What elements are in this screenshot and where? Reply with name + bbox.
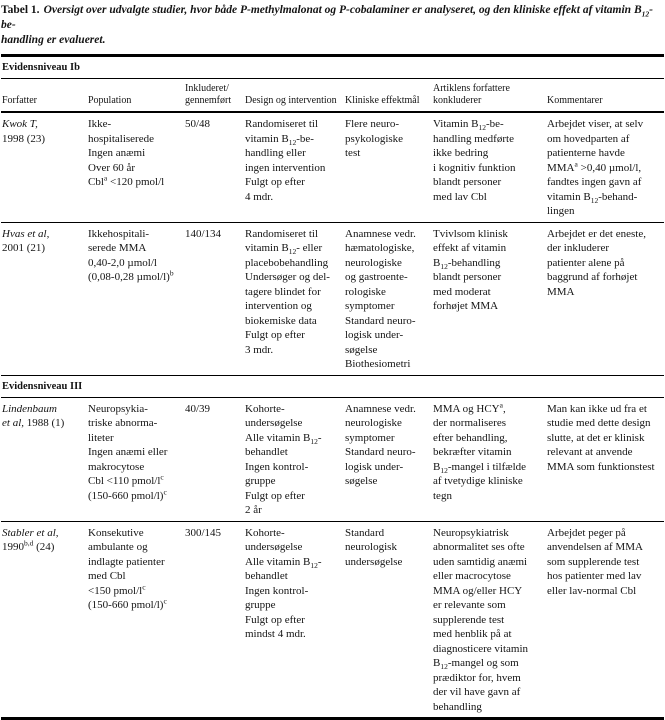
cell-population: Neuropsykia- triske abnorma- liteter Ingen anæmi eller makrocytose Cbl <110 pmol/$l^c$ (150-660 pmol/l)$^c$ xyxy=(88,402,168,502)
table-title-text: Oversigt over udvalgte studier, hvor både P-methylmalonat og P-cobalaminer er analyseret, og den kliniske effekt af vitamin $B_{12}-be-$ handling er evalueret. xyxy=(1,4,653,46)
cell-design: Kohorte- undersøgelse Alle vitamin $B_{12}-$ behandlet Ingen kontrol- gruppe Fulgt op efter 2 år xyxy=(245,402,322,516)
cell-design: Randomiseret til vitamin $B_{12}-$ eller placebobehandling Undersøger og del- tagere blindet for intervention og biokemiske data Fulgt op efter 3 mdr. xyxy=(244,222,344,375)
column-header-konkluderer: Artiklens forfattere konkluderer xyxy=(432,79,546,113)
column-header-forfatter: Forfatter xyxy=(1,79,87,113)
section-evidensniveau-ib xyxy=(1,56,664,79)
cell-kommentarer: Arbejdet peger på anvendelsen af MMA som supplerende test hos patienter med lav eller lav-normal Cbl xyxy=(546,521,664,719)
column-header-effektmaal: Kliniske effektmål xyxy=(344,79,432,113)
table-row-lindenbaum xyxy=(1,397,664,521)
table-header-row xyxy=(1,79,664,113)
cell-design: Kohorte- undersøgelse Alle vitamin $B_{12}-$ behandlet Ingen kontrol- gruppe Fulgt op efter mindst 4 mdr. xyxy=(244,521,344,719)
cell-kommentarer: Arbejdet er det eneste, der inkluderer patienter alene på baggrund af forhøjet MMA xyxy=(546,222,664,375)
cell-inkluderet: 300/145 xyxy=(184,521,244,719)
cell-kommentarer: Arbejdet viser, at selv om hovedparten af patienterne havde $MMA^a >0,40$ µmol/l, fandtes ingen gavn af vitamin $B_{12}-behand-$ lingen xyxy=(547,118,644,217)
cell-kommentarer: Man kan ikke ud fra et studie med dette design slutte, at det er klinisk relevant at anvende MMA som funktionstest xyxy=(547,402,655,473)
cell-forfatter: Hvas et al, 2001 (21) xyxy=(1,222,87,375)
section-label: Evidensniveau III xyxy=(1,375,664,397)
table-row-kwok xyxy=(1,112,664,222)
column-header-design: Design og intervention xyxy=(244,79,344,113)
cell-konkluderer: Neuropsykiatrisk abnormalitet ses ofte uden samtidig anæmi eller macrocytose MMA og/eller HCY er relevante som supplerende test med henblik på at diagnosticere vitamin $B_{12}$-mangel og som prædiktor for, hvem der vil have gavn af behandling xyxy=(432,521,546,719)
cell-konkluderer: MMA og HCY$^a$, der normaliseres efter behandling, bekræfter vitamin $B_{12}$-mangel i tilfælde af tvetydige kliniske tegn xyxy=(433,399,527,502)
column-header-inkluderet: Inkluderet/ gennemført xyxy=(184,79,244,113)
cell-population: Ikke- hospitaliserede Ingen anæmi Over 60 år Cbl$^a$ <120 pmol/l xyxy=(88,118,165,188)
cell-konkluderer: Tvivlsom klinisk effekt af vitamin $B_{12}$-behandling blandt personer med moderat forhøjet MMA xyxy=(432,222,546,375)
studies-table xyxy=(1,54,664,720)
column-header-kommentarer: Kommentarer xyxy=(546,79,664,113)
cell-population: Konsekutive ambulante og indlagte patienter med Cbl <150 pmol/$l^c$ (150-660 pmol/l)$^c$ xyxy=(87,521,184,719)
section-evidensniveau-iii xyxy=(1,375,664,397)
cell-effektmaal: Anamnese vedr. neurologiske symptomer Standard neuro- logisk under- søgelse xyxy=(345,402,416,487)
cell-forfatter: Kwok T, 1998 (23) xyxy=(2,118,46,145)
cell-inkluderet: 140/134 xyxy=(184,222,244,375)
cell-design: Randomiseret til vitamin $B_{12}-be-$ handling eller ingen intervention Fulgt op efter 4 mdr. xyxy=(245,118,326,203)
column-header-population: Population xyxy=(87,79,184,113)
table-title-label: Tabel 1. xyxy=(1,4,40,16)
table-title xyxy=(1,3,662,48)
table-row-stabler xyxy=(1,521,664,719)
cell-effektmaal: Anamnese vedr. hæmatologiske, neurologiske og gastroente- rologiske symptomer Standard neuro- logisk under- søgelse Biothesiometri xyxy=(344,222,432,375)
cell-konkluderer: Vitamin $B_{12}-be-$ handling medførte ikke bedring i kognitiv funktion blandt personer med lav Cbl xyxy=(433,118,516,203)
cell-forfatter: Stabler et al, 1990$^{b,d}$ (24) xyxy=(1,521,87,719)
cell-population: Ikkehospitali- serede MMA 0,40-2,0 µmol/l (0,08-0,28 µmol/l)$^b$ xyxy=(87,222,184,375)
table-row-hvas xyxy=(1,222,664,375)
cell-forfatter: Lindenbaum et al, 1988 (1) xyxy=(2,402,65,429)
cell-effektmaal: Flere neuro- psykologiske test xyxy=(345,118,404,159)
cell-inkluderet: 50/48 xyxy=(185,118,211,130)
section-label: Evidensniveau Ib xyxy=(1,56,664,79)
cell-effektmaal: Standard neurologisk undersøgelse xyxy=(344,521,432,719)
cell-inkluderet: 40/39 xyxy=(185,402,211,415)
